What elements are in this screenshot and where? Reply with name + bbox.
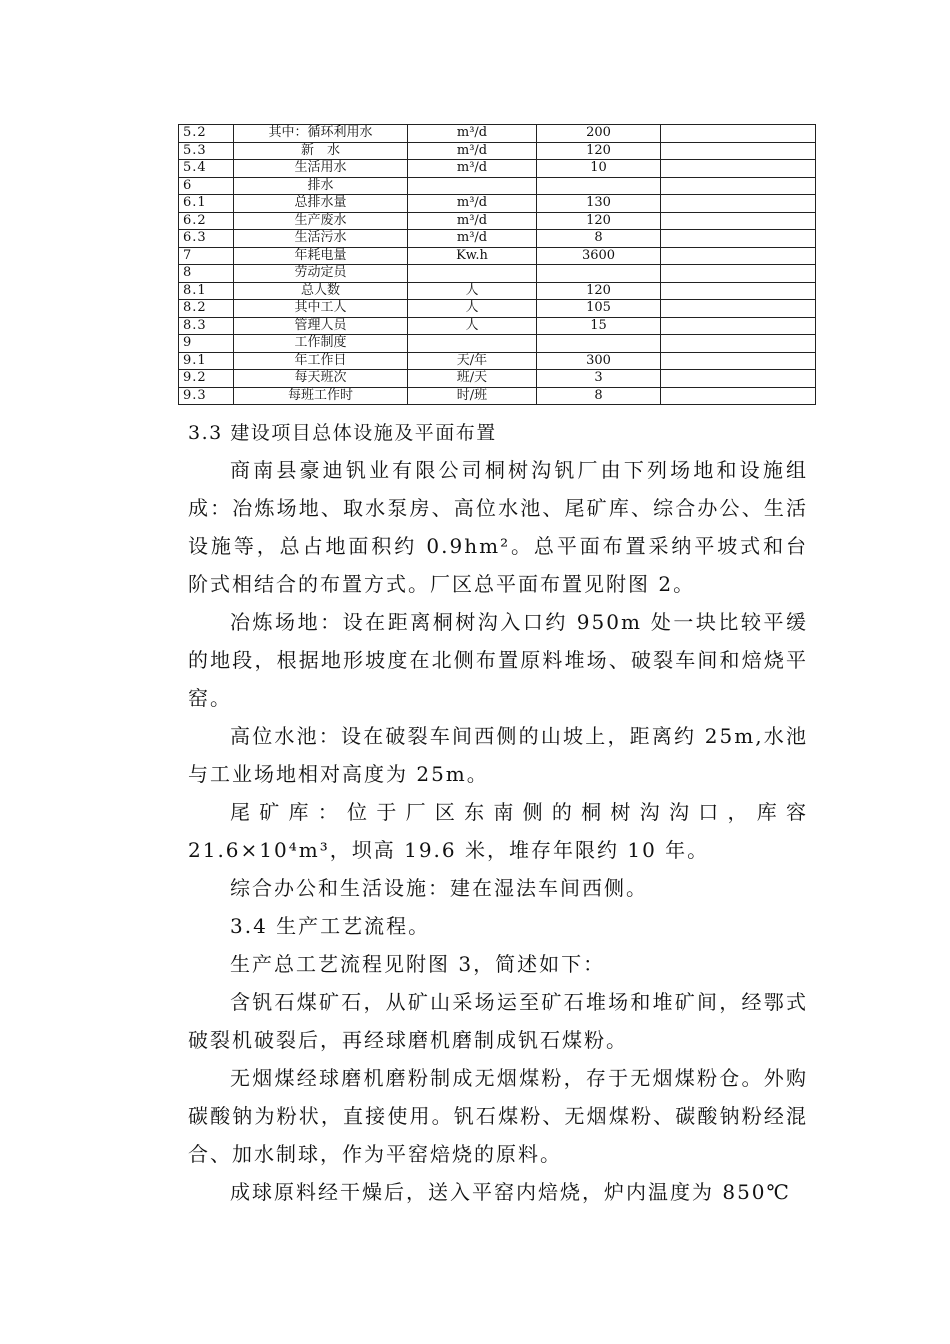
row-number: 9.1 <box>179 352 234 370</box>
table-row <box>179 300 816 318</box>
row-note <box>661 352 816 370</box>
row-number: 9.2 <box>179 370 234 388</box>
row-note <box>661 177 816 195</box>
row-value: 3 <box>537 370 661 388</box>
paragraph-tailings-reservoir: 尾矿库：位于厂区东南侧的桐树沟沟口，库容 21.6×10⁴m³，坝高 19.6 米，堆存年限约 10 年。 <box>188 800 808 862</box>
paragraph-process-overview: 生产总工艺流程见附图 3，简述如下： <box>230 952 606 976</box>
row-note <box>661 142 816 160</box>
row-item-name: 管理人员 <box>234 317 408 335</box>
table-row <box>179 160 816 178</box>
row-item-name: 总排水量 <box>234 195 408 213</box>
data-table-body <box>179 125 816 405</box>
row-unit: Kw.h <box>408 247 537 265</box>
row-unit: m³/d <box>408 125 537 143</box>
row-item-name: 排水 <box>234 177 408 195</box>
row-item-name: 新 水 <box>234 142 408 160</box>
row-number: 8.1 <box>179 282 234 300</box>
row-note <box>661 335 816 353</box>
row-unit <box>408 335 537 353</box>
row-note <box>661 265 816 283</box>
row-number: 8 <box>179 265 234 283</box>
row-item-name: 生产废水 <box>234 212 408 230</box>
row-number: 8.3 <box>179 317 234 335</box>
row-value: 300 <box>537 352 661 370</box>
row-value <box>537 265 661 283</box>
row-item-name: 总人数 <box>234 282 408 300</box>
row-unit: m³/d <box>408 230 537 248</box>
row-unit: 班/天 <box>408 370 537 388</box>
row-unit <box>408 265 537 283</box>
row-note <box>661 212 816 230</box>
row-value: 120 <box>537 212 661 230</box>
paragraph-smelting-site: 冶炼场地：设在距离桐树沟入口约 950m 处一块比较平缓的地段，根据地形坡度在北侧布置原料堆场、破裂车间和焙烧平窑。 <box>188 610 808 710</box>
paragraph-roasting: 成球原料经干燥后，送入平窑内焙烧，炉内温度为 850℃ <box>230 1180 791 1204</box>
row-value: 10 <box>537 160 661 178</box>
table-row <box>179 335 816 353</box>
paragraph-coal-mixing: 无烟煤经球磨机磨粉制成无烟煤粉，存于无烟煤粉仓。外购碳酸钠为粉状，直接使用。钒石煤粉、无烟煤粉、碳酸钠粉经混合、加水制球，作为平窑焙烧的原料。 <box>188 1066 808 1166</box>
row-note <box>661 230 816 248</box>
table-row <box>179 212 816 230</box>
row-note <box>661 300 816 318</box>
row-unit: m³/d <box>408 195 537 213</box>
table-row <box>179 195 816 213</box>
row-value: 130 <box>537 195 661 213</box>
row-item-name: 年耗电量 <box>234 247 408 265</box>
row-item-name: 每班工作时 <box>234 387 408 405</box>
row-item-name: 其中工人 <box>234 300 408 318</box>
table-row <box>179 387 816 405</box>
row-item-name: 劳动定员 <box>234 265 408 283</box>
table-row <box>179 352 816 370</box>
row-unit <box>408 177 537 195</box>
table-row <box>179 125 816 143</box>
table-row <box>179 282 816 300</box>
row-value: 120 <box>537 142 661 160</box>
table-row <box>179 247 816 265</box>
table-row <box>179 265 816 283</box>
row-value: 8 <box>537 230 661 248</box>
row-item-name: 其中：循环利用水 <box>234 125 408 143</box>
paragraph-site-composition: 商南县豪迪钒业有限公司桐树沟钒厂由下列场地和设施组成：冶炼场地、取水泵房、高位水池、尾矿库、综合办公、生活设施等，总占地面积约 0.9hm²。总平面布置采纳平坡式和台阶式相结合的布置方式。厂区总平面布置见附图 2。 <box>188 458 808 596</box>
row-note <box>661 317 816 335</box>
row-value: 3600 <box>537 247 661 265</box>
row-number: 5.4 <box>179 160 234 178</box>
row-unit: 人 <box>408 300 537 318</box>
row-value <box>537 335 661 353</box>
row-item-name: 每天班次 <box>234 370 408 388</box>
table-row <box>179 230 816 248</box>
row-value: 105 <box>537 300 661 318</box>
row-number: 7 <box>179 247 234 265</box>
row-number: 8.2 <box>179 300 234 318</box>
row-unit: 时/班 <box>408 387 537 405</box>
row-value <box>537 177 661 195</box>
row-number: 5.3 <box>179 142 234 160</box>
row-item-name: 工作制度 <box>234 335 408 353</box>
row-unit: m³/d <box>408 160 537 178</box>
row-unit: 人 <box>408 317 537 335</box>
paragraph-high-water-pool: 高位水池：设在破裂车间西侧的山坡上，距离约 25m,水池与工业场地相对高度为 25m。 <box>188 724 808 786</box>
row-note <box>661 247 816 265</box>
section-3-4-heading: 3.4 生产工艺流程。 <box>230 914 431 938</box>
row-value: 15 <box>537 317 661 335</box>
section-3-3-heading: 3.3 建设项目总体设施及平面布置 <box>188 422 497 444</box>
row-item-name: 生活用水 <box>234 160 408 178</box>
table-row <box>179 177 816 195</box>
row-value: 200 <box>537 125 661 143</box>
paragraph-office-facilities: 综合办公和生活设施：建在湿法车间西侧。 <box>230 876 648 900</box>
row-number: 6.2 <box>179 212 234 230</box>
row-note <box>661 370 816 388</box>
row-number: 9 <box>179 335 234 353</box>
row-number: 6.3 <box>179 230 234 248</box>
row-note <box>661 282 816 300</box>
row-item-name: 年工作日 <box>234 352 408 370</box>
row-note <box>661 125 816 143</box>
row-unit: m³/d <box>408 142 537 160</box>
row-value: 120 <box>537 282 661 300</box>
table-row <box>179 370 816 388</box>
row-unit: m³/d <box>408 212 537 230</box>
table-row <box>179 142 816 160</box>
row-note <box>661 160 816 178</box>
data-table <box>178 124 816 405</box>
table-row <box>179 317 816 335</box>
row-number: 6 <box>179 177 234 195</box>
paragraph-ore-crushing: 含钒石煤矿石，从矿山采场运至矿石堆场和堆矿间，经鄂式破裂机破裂后，再经球磨机磨制成钒石煤粉。 <box>188 990 808 1052</box>
row-note <box>661 387 816 405</box>
row-value: 8 <box>537 387 661 405</box>
row-number: 9.3 <box>179 387 234 405</box>
row-number: 5.2 <box>179 125 234 143</box>
row-item-name: 生活污水 <box>234 230 408 248</box>
row-number: 6.1 <box>179 195 234 213</box>
row-note <box>661 195 816 213</box>
row-unit: 天/年 <box>408 352 537 370</box>
row-unit: 人 <box>408 282 537 300</box>
